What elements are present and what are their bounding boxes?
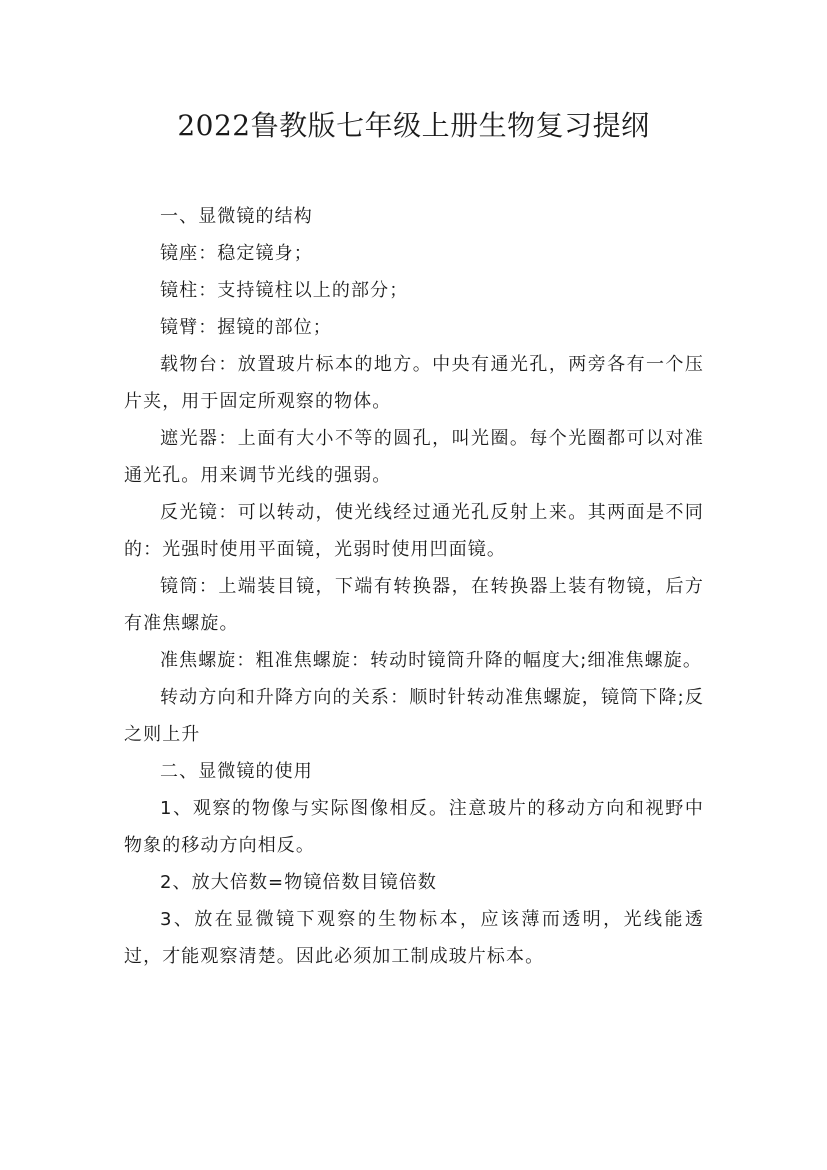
document-title: 2022鲁教版七年级上册生物复习提纲 bbox=[177, 109, 650, 142]
paragraph: 2、放大倍数=物镜倍数目镜倍数 bbox=[160, 872, 438, 893]
paragraph: 准焦螺旋：粗准焦螺旋：转动时镜筒升降的幅度大;细准焦螺旋。 bbox=[160, 650, 702, 671]
paragraph: 镜柱：支持镜柱以上的部分； bbox=[160, 280, 409, 301]
section-heading-usage: 二、显微镜的使用 bbox=[160, 761, 313, 782]
paragraph: 1、观察的物像与实际图像相反。注意玻片的移动方向和视野中物象的移动方向相反。 bbox=[124, 798, 704, 856]
paragraph: 转动方向和升降方向的关系：顺时针转动准焦螺旋，镜筒下降;反之则上升 bbox=[124, 687, 704, 745]
document-body bbox=[124, 198, 704, 975]
paragraph: 载物台：放置玻片标本的地方。中央有通光孔，两旁各有一个压片夹，用于固定所观察的物体。 bbox=[124, 354, 704, 412]
paragraph: 镜座：稳定镜身； bbox=[160, 243, 313, 264]
paragraph: 镜臂：握镜的部位； bbox=[160, 317, 332, 338]
section-heading-structure: 一、显微镜的结构 bbox=[160, 206, 313, 227]
paragraph: 遮光器：上面有大小不等的圆孔，叫光圈。每个光圈都可以对准通光孔。用来调节光线的强弱。 bbox=[124, 428, 704, 486]
paragraph: 镜筒：上端装目镜，下端有转换器，在转换器上装有物镜，后方有准焦螺旋。 bbox=[124, 576, 704, 634]
paragraph: 反光镜：可以转动，使光线经过通光孔反射上来。其两面是不同的：光强时使用平面镜，光弱时使用凹面镜。 bbox=[124, 502, 704, 560]
paragraph: 3、放在显微镜下观察的生物标本，应该薄而透明，光线能透过，才能观察清楚。因此必须加工制成玻片标本。 bbox=[124, 909, 704, 967]
